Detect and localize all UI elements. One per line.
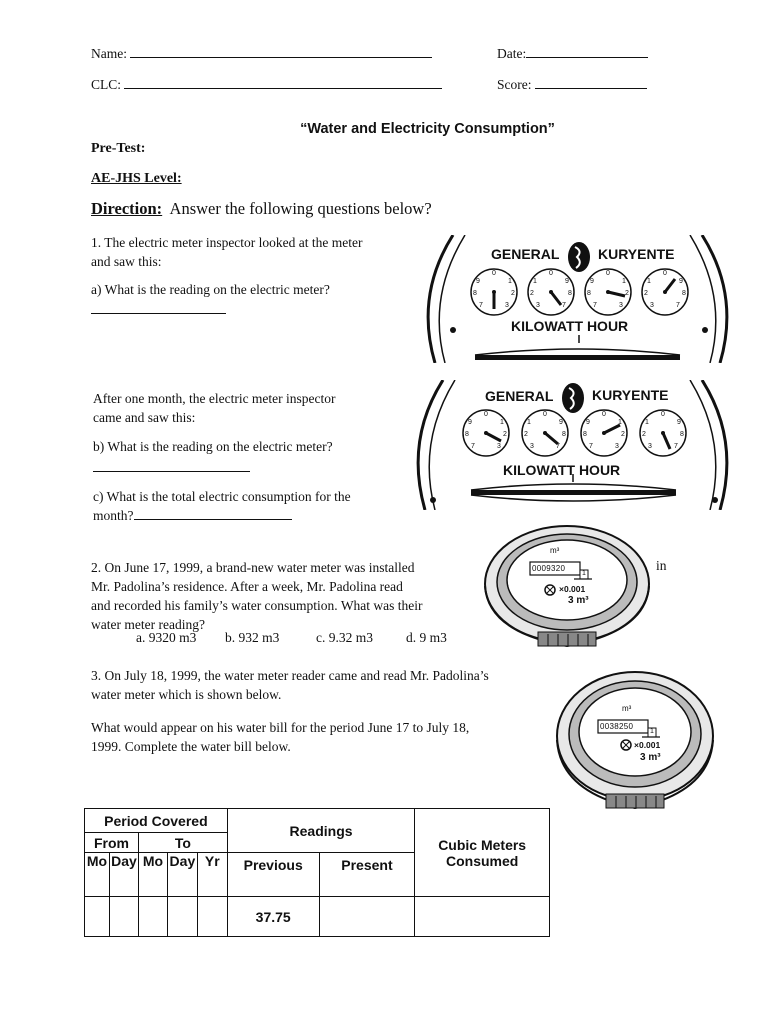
water-meter-1-dial-label: 1: [582, 570, 586, 577]
pretest-label: Pre-Test:: [91, 141, 146, 156]
previous-value-cell: 37.75: [227, 897, 319, 937]
from-day-header: Day: [109, 853, 138, 897]
meter2-brand-left: GENERAL: [485, 388, 554, 404]
from-mo-header: Mo: [85, 853, 110, 897]
svg-text:2: 2: [511, 290, 515, 297]
svg-text:1: 1: [533, 278, 537, 285]
svg-text:0: 0: [661, 411, 665, 418]
svg-text:1: 1: [622, 278, 626, 285]
water-meter-2-counter: 0038250: [600, 722, 634, 731]
q3-line4: 1999. Complete the water bill below.: [91, 739, 291, 754]
svg-text:2: 2: [621, 431, 625, 438]
direction: [91, 199, 432, 219]
period-covered-header: Period Covered: [85, 809, 228, 833]
svg-text:7: 7: [676, 302, 680, 309]
svg-text:3: 3: [505, 302, 509, 309]
svg-text:9: 9: [677, 419, 681, 426]
svg-text:8: 8: [680, 431, 684, 438]
svg-text:0: 0: [549, 270, 553, 277]
water-bill-table: [84, 808, 550, 937]
svg-text:3: 3: [497, 443, 501, 450]
q2-option-d[interactable]: d. 9 m3: [406, 630, 447, 645]
date-label: Date:: [497, 46, 527, 61]
water-meter-1-unit: m³: [550, 546, 560, 555]
svg-text:7: 7: [589, 443, 593, 450]
date-blank[interactable]: [526, 56, 648, 58]
svg-text:3: 3: [619, 302, 623, 309]
meter1-brand-left: GENERAL: [491, 246, 560, 262]
q1-line2: and saw this:: [91, 254, 162, 269]
present-value-cell[interactable]: [319, 897, 415, 937]
to-header: To: [138, 833, 227, 853]
to-day-header: Day: [167, 853, 197, 897]
q2-line2: Mr. Padolina’s residence. After a week, Mr. Padolina read: [91, 579, 403, 594]
svg-text:3: 3: [615, 443, 619, 450]
q1c-answer-blank[interactable]: [134, 518, 292, 520]
svg-text:1: 1: [527, 419, 531, 426]
electric-meter-1: [413, 235, 742, 363]
water-meter-2: [554, 668, 716, 818]
svg-text:1: 1: [508, 278, 512, 285]
svg-text:8: 8: [682, 290, 686, 297]
q1c-text: [93, 487, 351, 525]
svg-text:0: 0: [663, 270, 667, 277]
svg-text:0: 0: [543, 411, 547, 418]
svg-text:8: 8: [568, 290, 572, 297]
from-mo-cell[interactable]: [85, 897, 110, 937]
svg-text:7: 7: [556, 443, 560, 450]
score-field[interactable]: [497, 77, 647, 93]
svg-text:8: 8: [473, 290, 477, 297]
svg-text:2: 2: [642, 431, 646, 438]
q3-line3: What would appear on his water bill for the period June 17 to July 18,: [91, 720, 470, 735]
to-mo-header: Mo: [138, 853, 167, 897]
meter2-dials: [461, 408, 693, 460]
svg-text:0: 0: [602, 411, 606, 418]
name-label: Name:: [91, 46, 127, 61]
svg-text:7: 7: [593, 302, 597, 309]
cubic-meters-line1: Cubic Meters: [438, 836, 527, 853]
water-meter-2-unit: m³: [622, 704, 632, 713]
water-meter-1-multiplier: ×0.001: [559, 584, 586, 594]
svg-text:1: 1: [645, 419, 649, 426]
to-day-cell[interactable]: [167, 897, 197, 937]
svg-text:9: 9: [559, 419, 563, 426]
meter2-brand-right: KURYENTE: [592, 387, 669, 403]
svg-text:0: 0: [606, 270, 610, 277]
svg-text:3: 3: [530, 443, 534, 450]
svg-text:9: 9: [590, 278, 594, 285]
svg-text:9: 9: [586, 419, 590, 426]
present-header: Present: [319, 853, 415, 897]
q1a-text: a) What is the reading on the electric meter?: [91, 282, 330, 297]
direction-text: Answer the following questions below?: [169, 199, 432, 218]
svg-text:2: 2: [530, 290, 534, 297]
q1-text: [91, 233, 363, 271]
page-title: “Water and Electricity Consumption”: [300, 121, 555, 137]
svg-text:3: 3: [536, 302, 540, 309]
svg-text:7: 7: [674, 443, 678, 450]
from-day-cell[interactable]: [109, 897, 138, 937]
q2-line4: water meter reading?: [91, 617, 205, 632]
q2-option-c[interactable]: c. 9.32 m3: [316, 630, 373, 645]
svg-text:1: 1: [647, 278, 651, 285]
q1b-answer-blank[interactable]: [93, 470, 250, 472]
readings-header: Readings: [227, 809, 415, 853]
score-label: Score:: [497, 77, 532, 92]
clc-blank[interactable]: [124, 87, 442, 89]
q2-option-b[interactable]: b. 932 m3: [225, 630, 280, 645]
q3-instructions: [91, 718, 469, 756]
svg-text:8: 8: [562, 431, 566, 438]
q2-line1: 2. On June 17, 1999, a brand-new water meter was installed: [91, 560, 415, 575]
clc-field[interactable]: [91, 77, 442, 93]
q2-text: [91, 558, 423, 634]
q2-in-word: in: [656, 558, 667, 573]
q1-after-line1: After one month, the electric meter inspector: [93, 391, 336, 406]
svg-text:3: 3: [648, 443, 652, 450]
water-meter-1-counter: 0009320: [532, 564, 566, 573]
level-label: AE-JHS Level:: [91, 171, 182, 186]
q1c-line1: c) What is the total electric consumption for the: [93, 489, 351, 504]
q3-line2: water meter which is shown below.: [91, 687, 282, 702]
to-yr-cell[interactable]: [197, 897, 227, 937]
bill-data-row: [85, 897, 550, 937]
svg-text:2: 2: [625, 290, 629, 297]
electric-meter-2: [403, 380, 742, 510]
cubic-meters-header: [415, 809, 550, 897]
svg-text:1: 1: [500, 419, 504, 426]
q1b-text: b) What is the reading on the electric meter?: [93, 439, 333, 454]
svg-text:0: 0: [492, 270, 496, 277]
svg-text:2: 2: [524, 431, 528, 438]
q3-line1: 3. On July 18, 1999, the water meter reader came and read Mr. Padolina’s: [91, 668, 489, 683]
cubic-meters-cell[interactable]: [415, 897, 550, 937]
svg-text:8: 8: [583, 431, 587, 438]
svg-text:8: 8: [587, 290, 591, 297]
q1-after-line2: came and saw this:: [93, 410, 196, 425]
name-blank[interactable]: [130, 56, 432, 58]
svg-text:9: 9: [565, 278, 569, 285]
meter1-unit: KILOWATT HOUR: [511, 318, 629, 334]
to-yr-header: Yr: [197, 853, 227, 897]
to-mo-cell[interactable]: [138, 897, 167, 937]
svg-text:7: 7: [479, 302, 483, 309]
gear-icon: [545, 585, 555, 595]
water-meter-2-dial-label: 1: [650, 728, 654, 735]
date-field[interactable]: [497, 46, 648, 62]
water-meter-2-size: 3 m³: [640, 752, 661, 763]
svg-text:7: 7: [471, 443, 475, 450]
svg-text:8: 8: [465, 431, 469, 438]
clc-label: CLC:: [91, 77, 122, 92]
q3-text: [91, 666, 489, 704]
meter1-brand-right: KURYENTE: [598, 246, 675, 262]
gear-icon: [621, 740, 631, 750]
svg-text:9: 9: [468, 419, 472, 426]
cubic-meters-line2: Consumed: [445, 852, 519, 869]
previous-header: Previous: [227, 853, 319, 897]
q1c-line2: month?: [93, 508, 134, 523]
svg-text:1: 1: [618, 419, 622, 426]
svg-text:3: 3: [650, 302, 654, 309]
meter1-dials: [469, 267, 691, 317]
water-meter-1-size: 3 m³: [568, 595, 589, 606]
q1-after-text: [93, 389, 336, 427]
from-header: From: [85, 833, 139, 853]
name-field[interactable]: [91, 46, 432, 62]
direction-label: Direction:: [91, 199, 163, 218]
score-blank[interactable]: [535, 87, 647, 89]
meter2-unit: KILOWATT HOUR: [503, 462, 621, 478]
water-meter-2-multiplier: ×0.001: [634, 740, 661, 750]
svg-text:0: 0: [484, 411, 488, 418]
water-meter-1: [482, 522, 652, 654]
svg-text:9: 9: [679, 278, 683, 285]
q2-line3: and recorded his family’s water consumption. What was their: [91, 598, 423, 613]
svg-text:2: 2: [644, 290, 648, 297]
svg-text:7: 7: [562, 302, 566, 309]
q2-option-a[interactable]: a. 9320 m3: [136, 630, 197, 645]
svg-text:9: 9: [476, 278, 480, 285]
q1-line1: 1. The electric meter inspector looked at the meter: [91, 235, 363, 250]
q1a-answer-blank[interactable]: [91, 312, 226, 314]
svg-text:2: 2: [503, 431, 507, 438]
